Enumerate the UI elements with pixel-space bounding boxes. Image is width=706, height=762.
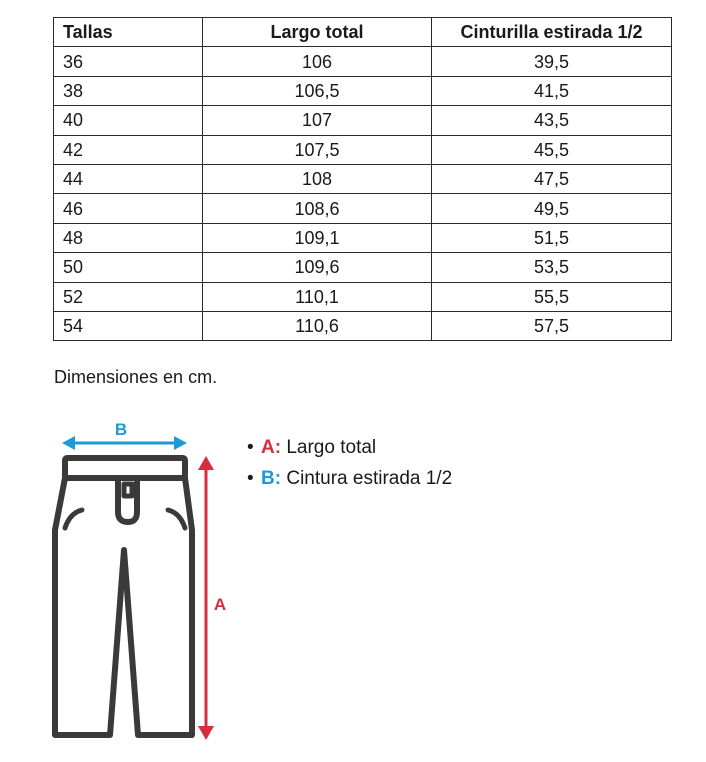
table-row xyxy=(54,106,672,135)
cell-talla: 50 xyxy=(54,253,203,282)
dimensions-note: Dimensiones en cm. xyxy=(54,367,218,387)
cell-cinturilla: 45,5 xyxy=(432,135,672,164)
measurement-legend xyxy=(247,436,452,498)
cell-cinturilla: 47,5 xyxy=(432,164,672,193)
cell-talla: 48 xyxy=(54,223,203,252)
cell-talla: 42 xyxy=(54,135,203,164)
cell-talla: 40 xyxy=(54,106,203,135)
table-header-row xyxy=(54,18,672,47)
cell-largo-total: 106,5 xyxy=(203,76,432,105)
table-row xyxy=(54,47,672,76)
header-cinturilla: Cinturilla estirada 1/2 xyxy=(432,18,672,47)
measure-a-label: A xyxy=(213,595,227,614)
cell-cinturilla: 55,5 xyxy=(432,282,672,311)
cell-talla: 46 xyxy=(54,194,203,223)
table-row xyxy=(54,164,672,193)
size-table xyxy=(53,17,672,341)
table-row xyxy=(54,223,672,252)
cell-largo-total: 110,1 xyxy=(203,282,432,311)
cell-largo-total: 107 xyxy=(203,106,432,135)
cell-cinturilla: 49,5 xyxy=(432,194,672,223)
pants-icon xyxy=(55,458,192,735)
legend-text-b: Cintura estirada 1/2 xyxy=(286,468,453,489)
table-row xyxy=(54,282,672,311)
cell-largo-total: 108 xyxy=(203,164,432,193)
cell-cinturilla: 51,5 xyxy=(432,223,672,252)
cell-largo-total: 107,5 xyxy=(203,135,432,164)
cell-largo-total: 109,6 xyxy=(203,253,432,282)
cell-talla: 44 xyxy=(54,164,203,193)
measure-b-label: B xyxy=(114,420,128,439)
legend-item-a: • A: Largo total xyxy=(247,437,377,458)
cell-largo-total: 106 xyxy=(203,47,432,76)
cell-cinturilla: 53,5 xyxy=(432,253,672,282)
header-tallas: Tallas xyxy=(54,18,203,47)
table-row xyxy=(54,135,672,164)
legend-key-b: B: xyxy=(261,468,282,489)
cell-cinturilla: 39,5 xyxy=(432,47,672,76)
measure-a-arrow xyxy=(198,456,214,740)
cell-talla: 38 xyxy=(54,76,203,105)
cell-largo-total: 110,6 xyxy=(203,311,432,340)
legend-text-a: Largo total xyxy=(286,437,377,458)
cell-cinturilla: 57,5 xyxy=(432,311,672,340)
cell-cinturilla: 41,5 xyxy=(432,76,672,105)
table-row xyxy=(54,253,672,282)
cell-talla: 54 xyxy=(54,311,203,340)
cell-talla: 36 xyxy=(54,47,203,76)
table-row xyxy=(54,76,672,105)
cell-largo-total: 108,6 xyxy=(203,194,432,223)
pants-diagram xyxy=(40,410,240,744)
cell-cinturilla: 43,5 xyxy=(432,106,672,135)
legend-key-a: A: xyxy=(261,437,282,458)
cell-talla: 52 xyxy=(54,282,203,311)
header-largo-total: Largo total xyxy=(203,18,432,47)
legend-item-b: • B: Cintura estirada 1/2 xyxy=(247,468,453,489)
cell-largo-total: 109,1 xyxy=(203,223,432,252)
table-row xyxy=(54,194,672,223)
table-row xyxy=(54,311,672,340)
